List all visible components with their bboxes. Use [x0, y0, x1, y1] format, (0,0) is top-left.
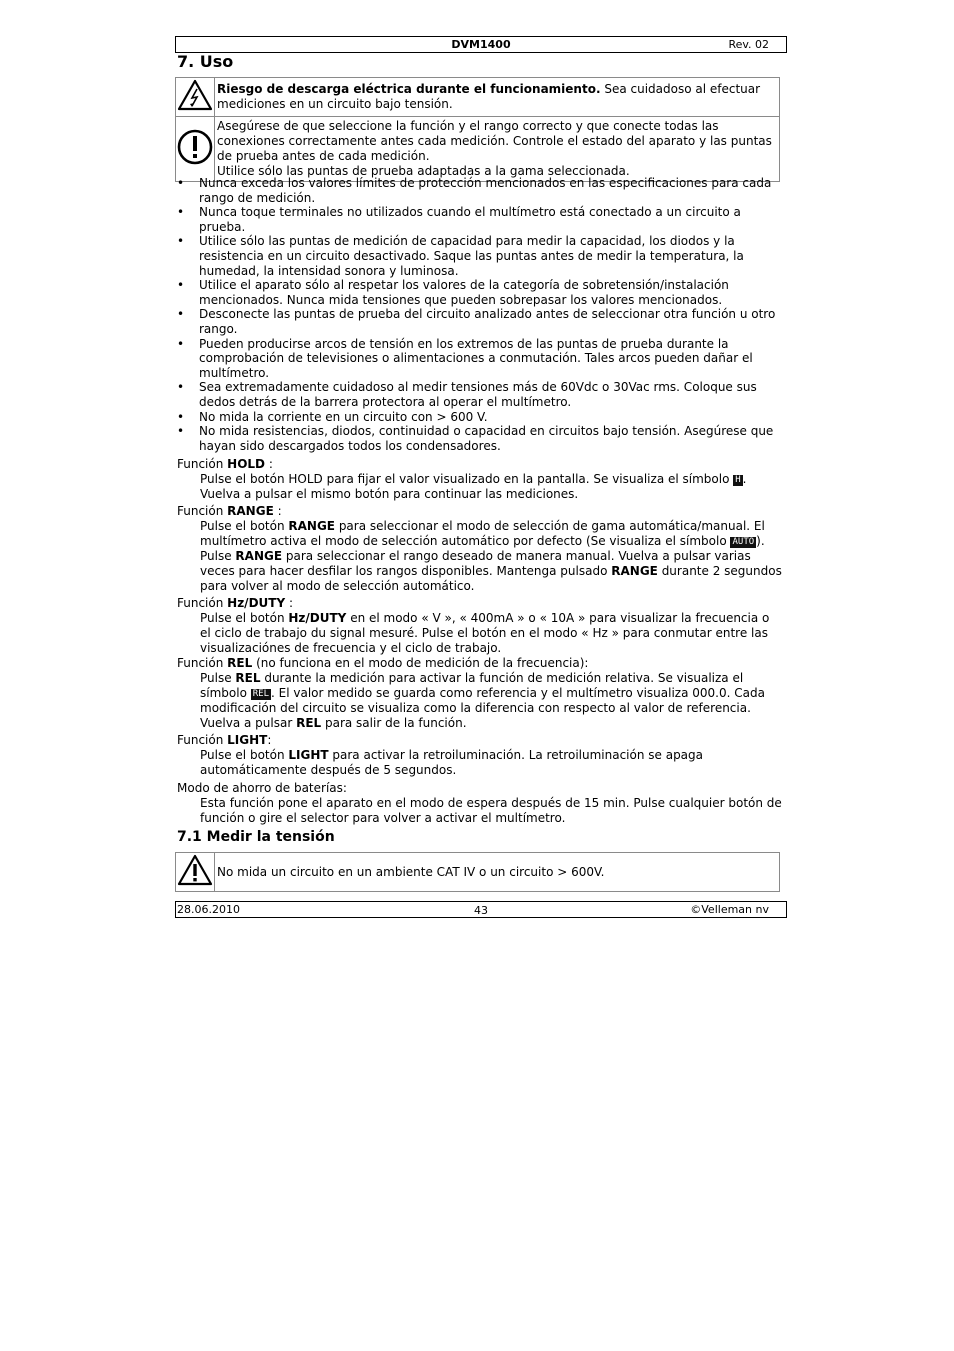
rel-text-2: durante la medición para activar la función de medición relativa. Se visualiza el símbolo: [200, 671, 744, 700]
list-item: • Utilice sólo las puntas de medición de capacidad para medir la capacidad, los diodos y la resistencia en un circuito desactivado. Saque las puntas antes de medir la temperatura, la humedad, la intensidad sonora y luminosa.: [175, 234, 785, 278]
rel-prefix: Función: [177, 656, 228, 670]
shock-warning-row: [176, 78, 780, 117]
rel-text-1: Pulse: [200, 671, 236, 685]
hzduty-suffix: :: [285, 596, 294, 610]
hzduty-text-1: Pulse el botón: [200, 611, 289, 625]
light-prefix: Función: [177, 733, 228, 747]
hzduty-function-description: [177, 611, 782, 656]
range-bold-2: RANGE: [235, 549, 283, 563]
hold-function-label: [177, 457, 782, 472]
list-item: • No mida la corriente en un circuito con > 600 V.: [175, 410, 785, 425]
light-name: LIGHT: [227, 733, 268, 747]
light-bold-1: LIGHT: [288, 748, 329, 762]
shock-warning-body: Sea cuidadoso al efectuar mediciones en un circuito bajo tensión.: [217, 82, 761, 111]
caution-line-1: Asegúrese de que seleccione la función y el rango correcto y que conecte todas las conexiones correctamente antes cada medición. Controle el estado del aparato y las puntas de prueba antes de cada medición.: [217, 119, 772, 163]
range-bold-1: RANGE: [288, 519, 335, 533]
hzduty-text-2: en el modo « V », « 400mA » o « 10A » para visualizar la frecuencia o el ciclo de trabajo du signal mesuré. Pulse el botón en el modo « Hz » para conmutar entre las visualizaciónes de frecuencia y el ciclo de trabajo.: [200, 611, 770, 655]
hzduty-prefix: Función: [177, 596, 228, 610]
rel-text-3: . El valor medido se guarda como referencia y el multímetro visualiza 000.0. Cada modificación del circuito se visualiza como la diferencia con respecto al valor de referencia. Vuelva a pulsar: [200, 686, 765, 730]
warning-cell-icon: [176, 78, 215, 117]
functions-section: [177, 456, 782, 826]
caution-line-2: Utilice sólo las puntas de prueba adaptadas a la gama seleccionada.: [217, 164, 630, 178]
list-item: • Sea extremadamente cuidadoso al medir tensiones más de 60Vdc o 30Vac rms. Coloque sus dedos detrás de la barrera protectora al operar el multímetro.: [175, 380, 785, 409]
range-function-description: [177, 519, 782, 594]
hzduty-bold-1: Hz/DUTY: [288, 611, 347, 625]
section-title: 7. Uso: [177, 52, 234, 71]
page-number: 43: [474, 904, 488, 917]
light-suffix: :: [267, 733, 272, 747]
rel-symbol-icon: REL: [252, 689, 269, 699]
list-item: • Nunca toque terminales no utilizados cuando el multímetro está conectado a un circuito a prueba.: [175, 205, 785, 234]
caution-row: [176, 117, 780, 182]
range-text-2: para seleccionar el modo de selección de gama automática/manual. El multímetro activa el modo de selección automático por defecto (Se visualiza el símbolo: [200, 519, 765, 548]
hzduty-function-label: [177, 596, 782, 611]
warning-table: [175, 77, 780, 182]
light-function-label: [177, 733, 782, 748]
subsection-title: 7.1 Medir la tensión: [177, 829, 335, 845]
range-name: RANGE: [227, 504, 274, 518]
warning-triangle-icon: [176, 853, 214, 887]
hold-suffix: :: [265, 457, 273, 471]
shock-warning-bold: Riesgo de descarga eléctrica durante el funcionamiento.: [217, 82, 601, 96]
list-item: • Pueden producirse arcos de tensión en los extremos de las puntas de prueba durante la comprobación de televisiones o alimentaciones a conmutación. Tales arcos pueden dañar el multímetro.: [175, 337, 785, 381]
hold-symbol-icon: H: [735, 475, 741, 485]
light-text-2: para activar la retroiluminación. La retroiluminación se apaga automáticamente después de 5 segundos.: [200, 748, 704, 777]
footer-date: 28.06.2010: [177, 903, 240, 916]
auto-symbol-icon: AUTO: [732, 537, 755, 547]
rel-name: REL: [227, 656, 253, 670]
range-bold-3: RANGE: [611, 564, 658, 578]
electric-shock-warning-icon: [176, 78, 214, 112]
caution-cell-icon: [176, 117, 215, 182]
voltage-warning-table: [175, 852, 780, 892]
voltage-warning-row: [176, 853, 780, 892]
range-text-3: ). Pulse: [200, 534, 765, 563]
range-suffix: :: [273, 504, 282, 518]
exclamation-icon: [176, 128, 214, 166]
hold-prefix: Función: [177, 457, 228, 471]
battery-saving-description: Esta función pone el aparato en el modo de espera después de 15 min. Pulse cualquier botón de función o gire el selector para volver a activar el multímetro.: [200, 796, 782, 825]
list-item: • Desconecte las puntas de prueba del circuito analizado antes de seleccionar otra función u otro rango.: [175, 307, 785, 336]
footer-copyright: ©Velleman nv: [690, 903, 769, 916]
range-function-label: [177, 504, 782, 519]
list-item: • Nunca exceda los valores límites de protección mencionados en las especificaciones para cada rango de medición.: [175, 176, 785, 205]
list-item: • Utilice el aparato sólo al respetar los valores de la categoría de sobretensión/instalación mencionados. Nunca mida tensiones que pueden sobrepasar los valores mencionados.: [175, 278, 785, 307]
shock-warning-text: [215, 78, 780, 117]
safety-bullet-list: [175, 176, 785, 453]
voltage-warning-icon-cell: [176, 853, 215, 892]
light-function-description: [177, 748, 782, 778]
header-revision: Rev. 02: [728, 38, 769, 51]
hzduty-name: Hz/DUTY: [227, 596, 286, 610]
list-item: • No mida resistencias, diodos, continuidad o capacidad en circuitos bajo tensión. Asegúrese que hayan sido descargados todos los condensadores.: [175, 424, 785, 453]
range-prefix: Función: [177, 504, 228, 518]
hold-function-description: [177, 472, 782, 502]
rel-bold-1: REL: [235, 671, 261, 685]
hold-name: HOLD: [227, 457, 266, 471]
page-footer: [175, 901, 787, 918]
range-text-1: Pulse el botón: [200, 519, 289, 533]
battery-saving-title: Modo de ahorro de baterías:: [177, 781, 347, 795]
light-text-1: Pulse el botón: [200, 748, 289, 762]
rel-function-description: [177, 671, 782, 731]
voltage-warning-text: No mida un circuito en un ambiente CAT IV o un circuito > 600V.: [215, 853, 780, 892]
range-text-4: para seleccionar el rango deseado de manera manual. Vuelva a pulsar varias veces para hacer desfilar los rangos disponibles. Mantenga pulsado: [200, 549, 751, 578]
header-model: DVM1400: [451, 38, 511, 51]
rel-bold-2: REL: [296, 716, 322, 730]
caution-text: [215, 117, 780, 182]
rel-suffix: (no funciona en el modo de medición de la frecuencia):: [252, 656, 589, 670]
range-text-5: durante 2 segundos para volver al modo de selección automático.: [200, 564, 782, 593]
hold-text-1: Pulse el botón HOLD para fijar el valor visualizado en la pantalla. Se visualiza el símbolo: [200, 472, 734, 486]
page-header: [175, 36, 787, 53]
rel-function-label: [177, 656, 782, 671]
hold-text-2: . Vuelva a pulsar el mismo botón para continuar las mediciones.: [200, 472, 747, 501]
rel-text-4: para salir de la función.: [321, 716, 467, 730]
